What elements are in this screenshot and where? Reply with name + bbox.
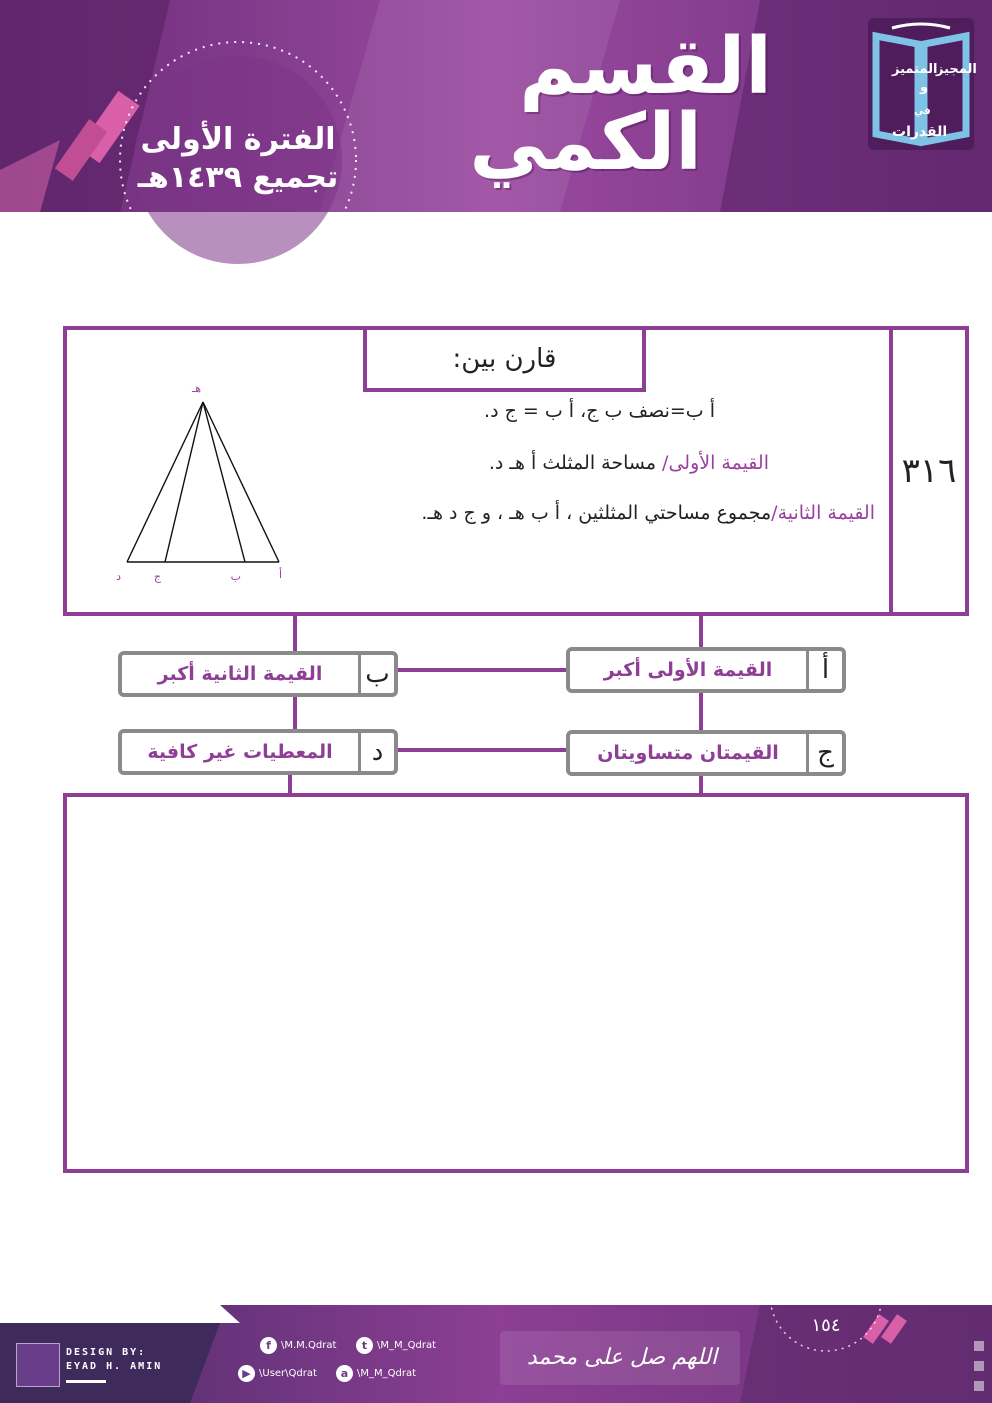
period-title: الفترة الأولى [140, 122, 336, 157]
option-text: القيمة الأولى أكبر [603, 659, 773, 681]
section-title-line-2: الكمي [469, 98, 702, 188]
label-d: د [116, 570, 121, 583]
option-letter: ج [806, 734, 842, 772]
youtube-icon: ▶ [238, 1365, 255, 1382]
option-text: القيمتان متساويتان [597, 742, 779, 764]
first-value-line [489, 452, 769, 474]
solution-box [63, 793, 969, 1173]
second-value-label: القيمة الثانية/ [771, 502, 875, 524]
facebook-link[interactable] [260, 1337, 336, 1354]
twitter-link[interactable] [356, 1337, 436, 1354]
option-d[interactable] [118, 729, 398, 775]
logo-text-4: في [914, 106, 931, 117]
label-c: ج [153, 570, 161, 583]
facebook-icon: f [260, 1337, 277, 1354]
logo-text-1: المتميز [892, 62, 938, 77]
connector-line [397, 748, 567, 752]
ask-link[interactable] [336, 1365, 416, 1382]
collection-year: تجميع ١٤٣٩هـ [137, 160, 339, 195]
connector-line [397, 668, 567, 672]
page-number: ١٥٤ [811, 1315, 841, 1336]
connector-line [699, 776, 703, 794]
logo-text-3: المجيز [936, 62, 977, 77]
segment-hb [203, 402, 245, 562]
label-apex: هـ [191, 382, 201, 395]
option-a[interactable] [566, 647, 846, 693]
label-b: ب [230, 570, 241, 583]
option-text: القيمة الثانية أكبر [157, 663, 323, 685]
side-hd [127, 402, 203, 562]
question-given [484, 400, 715, 422]
page-footer [0, 1305, 992, 1403]
ask-icon: a [336, 1365, 353, 1382]
youtube-handle: \User\Qdrat [259, 1368, 317, 1379]
connector-line [699, 616, 703, 648]
qdrat-logo [862, 14, 980, 154]
connector-line [293, 616, 297, 652]
first-value-label: القيمة الأولى/ [662, 452, 769, 474]
question-box [63, 326, 969, 616]
facebook-handle: \M.M.Qdrat [281, 1340, 337, 1351]
first-value-text: مساحة المثلث أ هـ د. [488, 452, 663, 474]
option-text: المعطيات غير كافية [147, 741, 333, 763]
option-c[interactable] [566, 730, 846, 776]
compare-heading-box [363, 330, 646, 392]
option-letter: ب [358, 655, 394, 693]
option-b[interactable] [118, 651, 398, 697]
twitter-icon: t [356, 1337, 373, 1354]
option-letter: أ [806, 651, 842, 689]
given-text: أ ب=نصف ب ج، أ ب = ج د. [484, 400, 715, 422]
connector-line [699, 693, 703, 730]
connector-line [293, 697, 297, 729]
label-a: أ [278, 568, 282, 581]
logo-text-5: القدرات [892, 124, 948, 140]
option-letter: د [358, 733, 394, 771]
designer-underline [66, 1380, 106, 1383]
designer-logo [16, 1343, 60, 1387]
question-number: ٣١٦ [901, 451, 957, 491]
compare-heading: قارن بين: [452, 344, 557, 374]
page-header [0, 0, 992, 212]
design-by-label: DESIGN BY: [66, 1347, 147, 1358]
connector-line [288, 775, 292, 794]
triangle-figure [117, 374, 297, 584]
designer-name: EYAD H. AMIN [66, 1361, 163, 1372]
salawat-calligraphy: اللهم صل على محمد [526, 1344, 718, 1370]
question-number-cell [889, 330, 965, 612]
segment-hc [165, 402, 203, 562]
logo-text-2: و [920, 80, 929, 95]
twitter-handle: \M_M_Qdrat [377, 1340, 437, 1351]
ask-handle: \M_M_Qdrat [357, 1368, 417, 1379]
side-ha [203, 402, 279, 562]
second-value-text: مجموع مساحتي المثلثين ، أ ب هـ ، و ج د هـ. [421, 502, 772, 524]
youtube-link[interactable] [238, 1365, 317, 1382]
second-value-line [421, 502, 875, 524]
section-title-line-1: القسم [519, 22, 772, 112]
